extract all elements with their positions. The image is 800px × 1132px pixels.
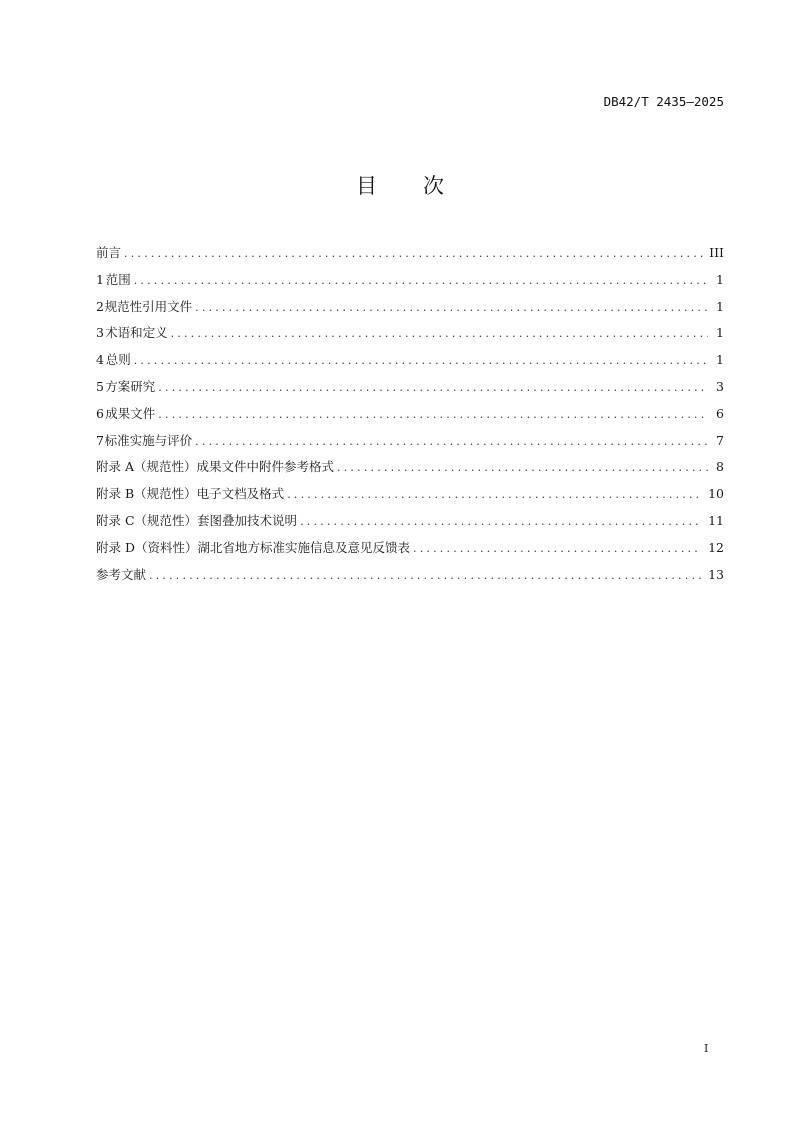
toc-entry-implementation-evaluation[interactable] [96, 431, 724, 458]
toc-entry-appendix-c[interactable] [96, 511, 724, 538]
toc-entry-number: 3 [96, 325, 104, 341]
toc-entry-label: 标准实施与评价 [104, 432, 193, 448]
toc-entry-label: 电子文档及格式 [196, 486, 285, 502]
toc-entry-page: 7 [716, 432, 724, 448]
toc-entry-page: 13 [708, 566, 724, 582]
toc-entry-label: 成果文件 [105, 405, 156, 421]
toc-leader-dots [413, 542, 702, 555]
toc-entry-deliverables[interactable] [96, 404, 724, 431]
toc-title [0, 170, 800, 200]
toc-title-char-1: 目 [356, 174, 377, 198]
toc-entry-foreword[interactable] [96, 243, 724, 270]
toc-entry-page: 11 [708, 512, 724, 528]
toc-entry-label: 规范性引用文件 [104, 298, 193, 314]
toc-entry-terms-definitions[interactable] [96, 323, 724, 350]
toc-leader-dots [195, 301, 708, 314]
toc-entry-label: 前言 [96, 245, 122, 260]
toc-entry-label: 范围 [105, 271, 131, 287]
toc-leader-dots [158, 381, 708, 394]
toc-entry-number: 4 [96, 352, 104, 368]
toc-entry-number: 1 [96, 271, 104, 287]
toc-leader-dots [337, 461, 708, 474]
toc-entry-number: 5 [96, 378, 104, 394]
toc-leader-dots [195, 435, 708, 448]
toc-entry-page: 12 [708, 539, 724, 555]
toc-entry-page: 1 [716, 325, 724, 341]
toc-entry-general[interactable] [96, 350, 724, 377]
toc-entry-appendix-prefix: 附录 B（规范性） [96, 486, 197, 502]
toc-entry-label: 成果文件中附件参考格式 [196, 459, 335, 475]
toc-entry-label: 方案研究 [105, 378, 156, 394]
toc-entry-label: 术语和定义 [105, 325, 168, 341]
toc-entry-page: 10 [708, 486, 724, 502]
toc-leader-dots [287, 488, 702, 501]
document-code: DB42/T 2435—2025 [603, 94, 724, 109]
toc-entry-number: 7 [96, 432, 104, 448]
toc-leader-dots [171, 327, 708, 340]
toc-leader-dots [134, 274, 708, 287]
toc-leader-dots [124, 247, 703, 260]
toc-entry-plan-study[interactable] [96, 377, 724, 404]
toc-leader-dots [300, 515, 702, 528]
toc-entry-page: 3 [716, 378, 724, 394]
toc-entry-label: 套图叠加技术说明 [197, 512, 298, 528]
toc-entry-number: 2 [96, 298, 104, 314]
toc-entry-page: 1 [716, 271, 724, 287]
toc-entry-page: 1 [716, 298, 724, 314]
toc-entry-appendix-prefix: 附录 A（规范性） [96, 459, 197, 475]
toc-entry-appendix-a[interactable] [96, 457, 724, 484]
toc-entry-page: III [709, 245, 724, 260]
toc-entry-appendix-d[interactable] [96, 538, 724, 565]
toc-entry-scope[interactable] [96, 270, 724, 297]
toc-title-char-2: 次 [423, 174, 444, 198]
toc-entry-appendix-prefix: 附录 C（规范性） [96, 512, 198, 528]
toc-entry-page: 1 [716, 352, 724, 368]
toc-leader-dots [149, 569, 702, 582]
toc-entry-page: 6 [716, 405, 724, 421]
toc-entry-appendix-b[interactable] [96, 484, 724, 511]
table-of-contents [96, 243, 724, 591]
toc-entry-page: 8 [716, 459, 724, 475]
toc-entry-normative-references[interactable] [96, 297, 724, 324]
toc-entry-label: 湖北省地方标准实施信息及意见反馈表 [197, 539, 411, 555]
toc-leader-dots [134, 354, 708, 367]
page-number: I [704, 1042, 709, 1055]
toc-entry-appendix-prefix: 附录 D（资料性） [96, 539, 198, 555]
toc-entry-label: 总则 [105, 352, 131, 368]
toc-entry-number: 6 [96, 405, 104, 421]
toc-entry-label: 参考文献 [96, 566, 147, 582]
toc-leader-dots [158, 408, 708, 421]
toc-entry-bibliography[interactable] [96, 565, 724, 592]
